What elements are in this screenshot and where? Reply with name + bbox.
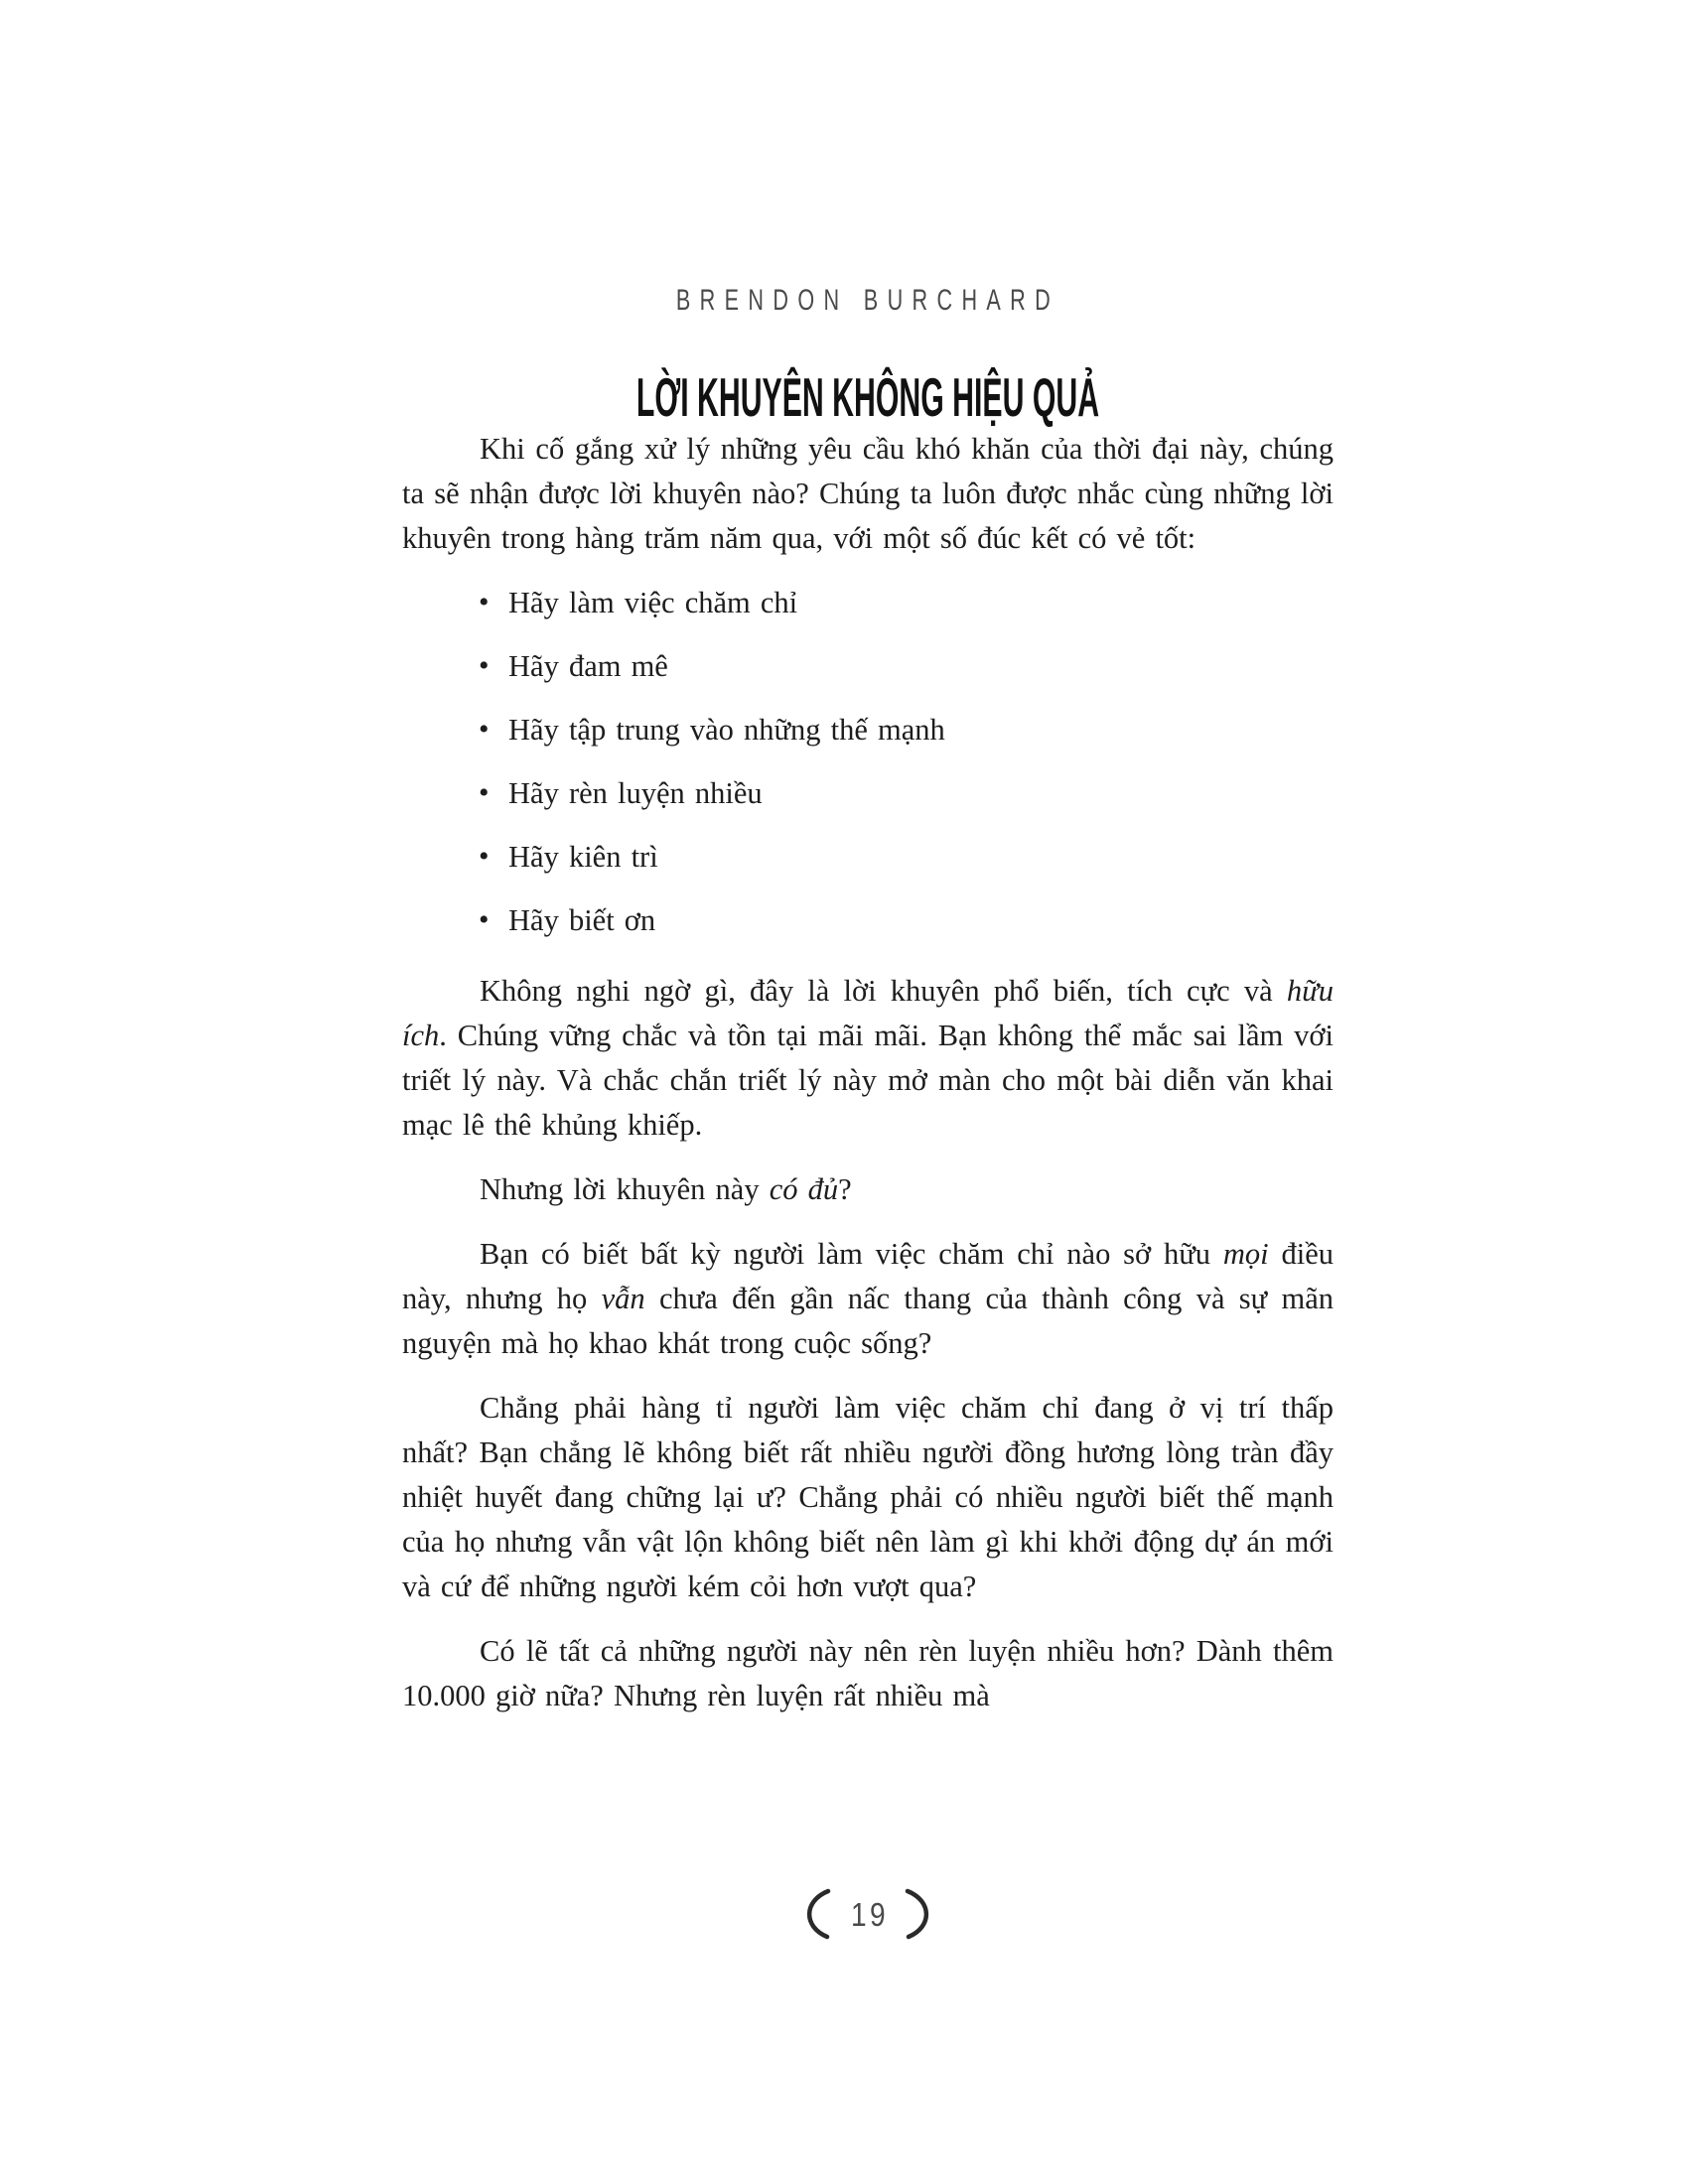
advice-list-item	[479, 708, 1334, 752]
advice-list-item	[479, 835, 1334, 880]
text-run: Bạn có biết bất kỳ người làm việc chăm chỉ nào sở hữu	[480, 1237, 1223, 1271]
advice-list-item-label: Hãy rèn luyện nhiều	[508, 776, 763, 810]
page-number: 19	[850, 1895, 889, 1933]
italic-run: có đủ	[769, 1172, 839, 1206]
left-arc-icon	[797, 1887, 831, 1941]
paragraph	[402, 969, 1334, 1148]
running-header-author: BRENDON BURCHARD	[675, 284, 1060, 317]
text-run: Không nghi ngờ gì, đây là lời khuyên phổ biến, tích cực và	[480, 974, 1287, 1008]
right-arc-icon	[905, 1887, 938, 1941]
advice-list-item-label: Hãy tập trung vào những thế mạnh	[508, 713, 945, 747]
text-run: Có lẽ tất cả những người này nên rèn luyện nhiều hơn? Dành thêm 10.000 giờ nữa? Nhưng rèn luyện rất nhiều mà	[402, 1634, 1334, 1712]
paragraph	[402, 1386, 1334, 1609]
bullet-dot-icon: •	[479, 713, 490, 746]
advice-list-item	[479, 771, 1334, 816]
advice-bullet-list	[402, 581, 1334, 943]
text-run: chưa đến gần nấc thang của thành công và sự mãn nguyện mà họ khao khát trong cuộc sống?	[402, 1282, 1334, 1360]
bullet-dot-icon: •	[479, 840, 490, 873]
bullet-dot-icon: •	[479, 903, 490, 936]
paragraph	[402, 1629, 1334, 1718]
body-text	[402, 427, 1334, 1738]
text-run: điều này, nhưng họ	[402, 1237, 1334, 1315]
section-title: LỜI KHUYÊN KHÔNG HIỆU QUẢ	[635, 366, 1100, 428]
advice-list-item-label: Hãy biết ơn	[508, 903, 656, 937]
italic-run: hữu ích	[402, 974, 1334, 1052]
text-run: Nhưng lời khuyên này	[480, 1172, 770, 1206]
page-number-ornament	[402, 1887, 1334, 1941]
advice-list-item-label: Hãy làm việc chăm chỉ	[508, 586, 798, 619]
italic-run: mọi	[1222, 1237, 1269, 1271]
text-run: Khi cố gắng xử lý những yêu cầu khó khăn của thời đại này, chúng ta sẽ nhận được lời khuyên nào? Chúng ta luôn được nhắc cùng những lời khuyên trong hàng trăm năm qua, với một số đúc kết có vẻ tốt:	[402, 432, 1334, 555]
advice-list-item	[479, 644, 1334, 689]
advice-list-item	[479, 898, 1334, 943]
text-run: ?	[838, 1172, 852, 1206]
bullet-dot-icon: •	[479, 649, 490, 682]
advice-list-item-label: Hãy đam mê	[508, 649, 668, 683]
paragraph	[402, 1167, 1334, 1212]
italic-run: vẫn	[601, 1282, 645, 1315]
paragraph	[402, 427, 1334, 561]
text-run: . Chúng vững chắc và tồn tại mãi mãi. Bạn không thể mắc sai lầm với triết lý này. Và chắc chắn triết lý này mở màn cho một bài diễn văn khai mạc lê thê khủng khiếp.	[402, 1019, 1334, 1142]
advice-list-item-label: Hãy kiên trì	[508, 840, 658, 874]
advice-list-item	[479, 581, 1334, 625]
paragraph	[402, 1232, 1334, 1366]
bullet-dot-icon: •	[479, 586, 490, 618]
text-run: Chẳng phải hàng tỉ người làm việc chăm chỉ đang ở vị trí thấp nhất? Bạn chẳng lẽ không biết rất nhiều người đồng hương lòng tràn đầy nhiệt huyết đang chững lại ư? Chẳng phải có nhiều người biết thế mạnh của họ nhưng vẫn vật lộn không biết nên làm gì khi khởi động dự án mới và cứ để những người kém cỏi hơn vượt qua?	[402, 1391, 1334, 1603]
bullet-dot-icon: •	[479, 776, 490, 809]
